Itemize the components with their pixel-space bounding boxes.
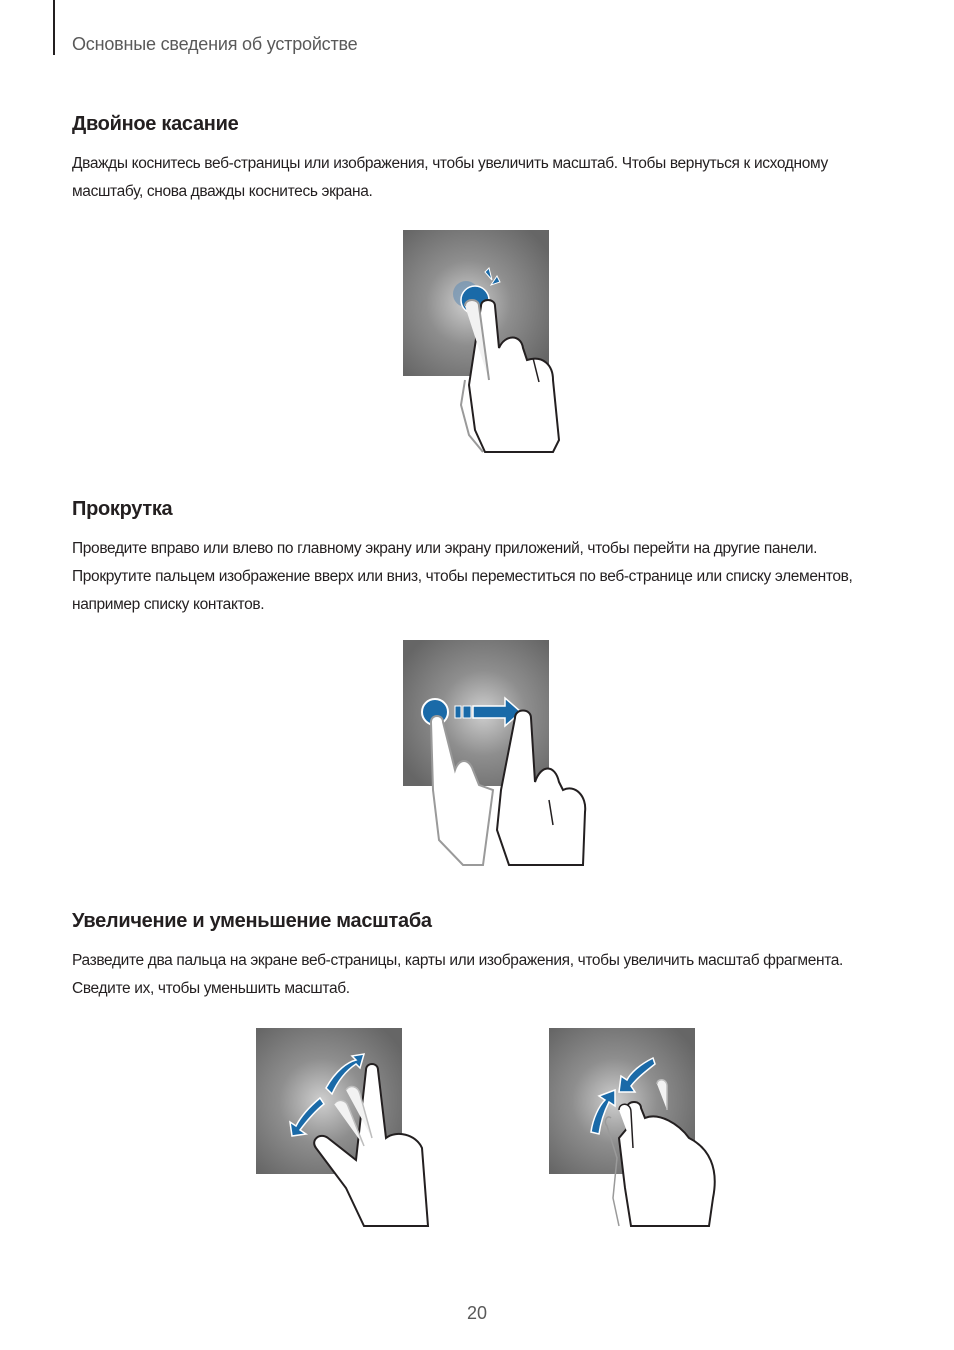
section-title: Прокрутка [72,498,173,520]
section-body: Проведите вправо или влево по главному экрану или экрану приложений, чтобы перейти на другие панели. Прокрутите пальцем изображение вверх или вниз, чтобы переместиться по веб-странице или списку элементов, например списку контактов. [72,540,853,613]
section-scroll [72,498,892,619]
page-margin-rule [53,0,55,55]
running-header: Основные сведения об устройстве [72,34,358,54]
pinch-gesture-illustration [549,1028,729,1228]
section-body: Разведите два пальца на экране веб-страницы, карты или изображения, чтобы увеличить масштаб фрагмента. Сведите их, чтобы уменьшить масштаб. [72,952,844,997]
section-body: Дважды коснитесь веб-страницы или изображения, чтобы увеличить масштаб. Чтобы вернуться к исходному масштабу, снова дважды коснитесь экрана. [72,155,828,200]
spread-gesture-illustration [256,1028,436,1228]
section-title: Увеличение и уменьшение масштаба [72,910,432,932]
swipe-gesture-illustration [403,640,593,870]
section-zoom [72,910,892,1003]
page-number: 20 [466,1303,488,1323]
section-double-tap [72,113,892,206]
hand-icon [619,1102,715,1226]
section-title: Двойное касание [72,113,239,135]
double-tap-gesture-illustration [403,230,573,455]
